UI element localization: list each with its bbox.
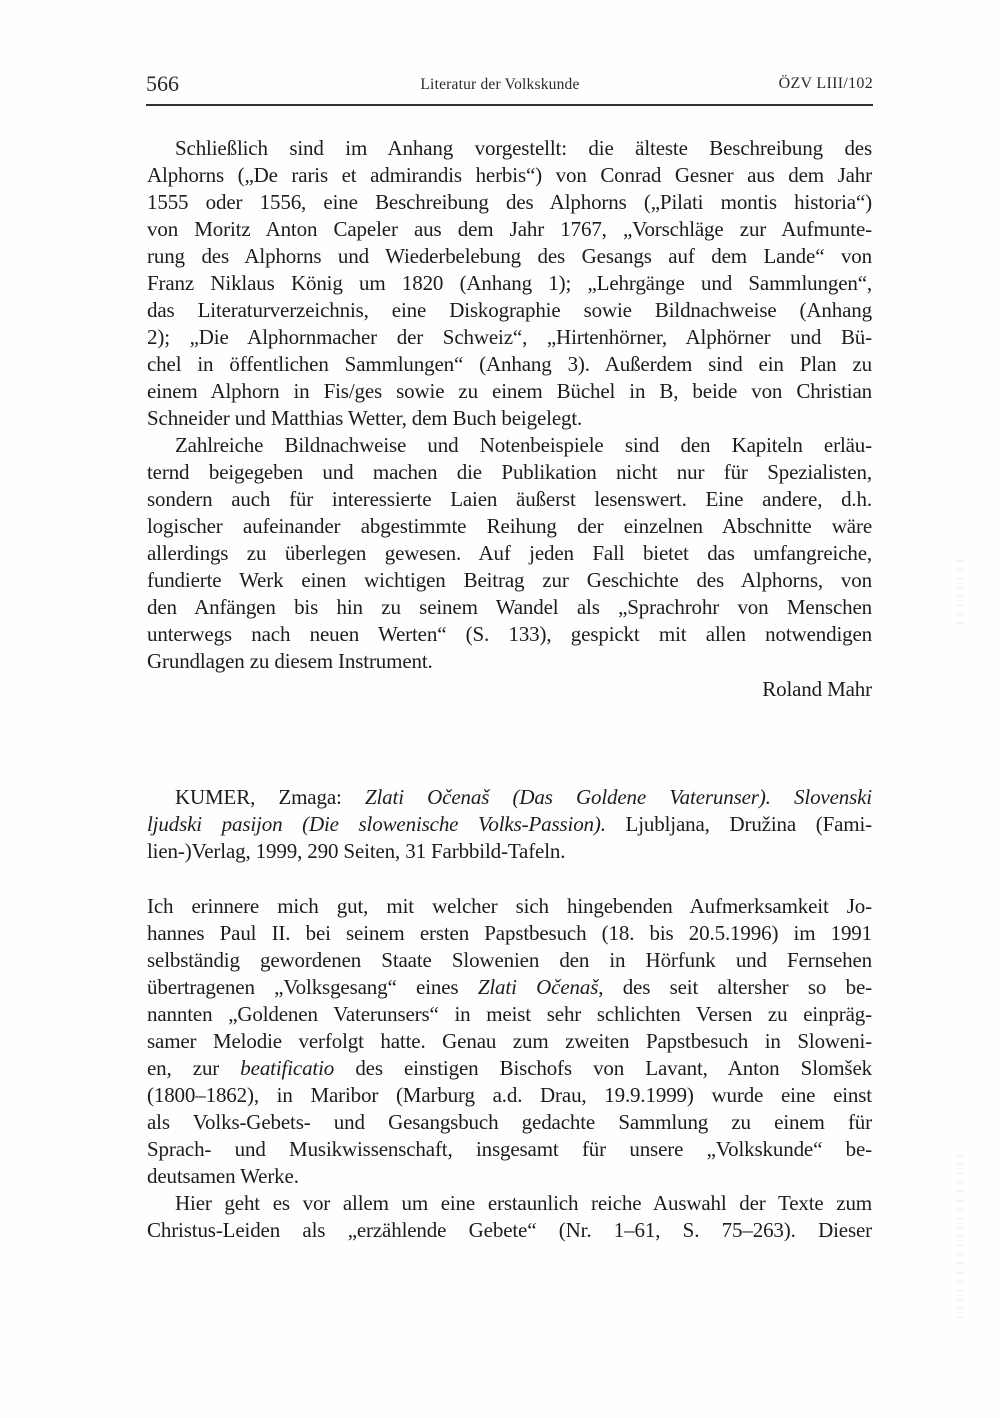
- text-line: allerdings zu überlegen gewesen. Auf jeden Fall bietet das umfangreiche,: [147, 541, 872, 565]
- citation-line: lien-)Verlag, 1999, 290 Seiten, 31 Farbbild-Tafeln.: [147, 839, 566, 863]
- text-line: Hier geht es vor allem um eine erstaunlich reiche Auswahl der Texte zum: [175, 1191, 872, 1215]
- text-line: chel in öffentlichen Sammlungen“ (Anhang 3). Außerdem sind ein Plan zu: [147, 352, 872, 376]
- italic-title: Zlati Očenaš: [477, 975, 599, 999]
- citation-title: Zlati Očenaš (Das Goldene Vaterunser). Slovenski: [364, 785, 872, 809]
- citation-author: KUMER, Zmaga:: [175, 785, 342, 809]
- text-line: Sprach- und Musikwissenschaft, insgesamt für unsere „Volkskunde“ be-: [147, 1137, 872, 1161]
- text-line: nannten „Goldenen Vaterunsers“ in meist sehr schlichten Versen zu einpräg-: [147, 1002, 872, 1026]
- text-line: einem Alphorn in Fis/ges sowie zu einem Büchel in B, beide von Christian: [147, 379, 872, 403]
- text-span: , des seit altersher so be-: [598, 975, 872, 999]
- citation-line: [175, 784, 872, 810]
- citation-subtitle: ljudski pasijon (Die slowenische Volks-Passion).: [147, 812, 606, 836]
- scan-artifact: [958, 560, 962, 630]
- text-line: das Literaturverzeichnis, eine Diskographie sowie Bildnachweise (Anhang: [147, 298, 872, 322]
- page-number: 566: [146, 71, 179, 96]
- review-author: Roland Mahr: [762, 677, 872, 701]
- text-line: logischer aufeinander abgestimmte Reihung der einzelnen Abschnitte wäre: [147, 514, 872, 538]
- text-line: den Anfängen bis hin zu seinem Wandel als „Sprachrohr von Menschen: [147, 595, 872, 619]
- text-span: des einstigen Bischofs von Lavant, Anton Slomšek: [355, 1056, 872, 1080]
- header-rule: [146, 104, 873, 106]
- text-line: Alphorns („De raris et admirandis herbis“) von Conrad Gesner aus dem Jahr: [147, 163, 872, 187]
- text-line: rung des Alphorns und Wiederbelebung des Gesangs auf dem Lande“ von: [147, 244, 872, 268]
- text-line: sondern auch für interessierte Laien äußerst lesenswert. Eine andere, d.h.: [147, 487, 872, 511]
- text-line: Schneider und Matthias Wetter, dem Buch beigelegt.: [147, 406, 583, 430]
- text-line: selbständig gewordenen Staate Slowenien den in Hörfunk und Fernsehen: [147, 948, 872, 972]
- text-line: [147, 1055, 872, 1081]
- text-line: [147, 974, 872, 1000]
- text-line: unterwegs nach neuen Werten“ (S. 133), gespickt mit allen notwendigen: [147, 622, 872, 646]
- citation-line: [147, 811, 872, 837]
- text-span: en, zur: [147, 1056, 220, 1080]
- text-line: Christus-Leiden als „erzählende Gebete“ (Nr. 1–61, S. 75–263). Dieser: [147, 1218, 872, 1242]
- italic-term: beatificatio: [240, 1056, 335, 1080]
- text-line: 2); „Die Alphornmacher der Schweiz“, „Hirtenhörner, Alphörner und Bü-: [147, 325, 872, 349]
- text-line: Grundlagen zu diesem Instrument.: [147, 649, 433, 673]
- text-line: ternd beigegeben und machen die Publikation nicht nur für Spezialisten,: [147, 460, 872, 484]
- text-line: hannes Paul II. bei seinem ersten Papstbesuch (18. bis 20.5.1996) im 1991: [147, 921, 872, 945]
- scan-artifact: [958, 1155, 962, 1325]
- text-line: Ich erinnere mich gut, mit welcher sich hingebenden Aufmerksamkeit Jo-: [147, 894, 872, 918]
- citation-publisher: Ljubljana, Družina (Fami-: [625, 812, 872, 836]
- text-line: Schließlich sind im Anhang vorgestellt: die älteste Beschreibung des: [175, 136, 872, 160]
- text-span: übertragenen „Volksgesang“ eines: [147, 975, 459, 999]
- text-line: deutsamen Werke.: [147, 1164, 299, 1188]
- text-line: von Moritz Anton Capeler aus dem Jahr 1767, „Vorschläge zur Aufmunte-: [147, 217, 872, 241]
- text-line: als Volks-Gebets- und Gesangsbuch gedachte Sammlung zu einem für: [147, 1110, 872, 1134]
- text-line: 1555 oder 1556, eine Beschreibung des Alphorns („Pilati montis historia“): [147, 190, 872, 214]
- text-line: Franz Niklaus König um 1820 (Anhang 1); „Lehrgänge und Sammlungen“,: [147, 271, 872, 295]
- text-line: fundierte Werk einen wichtigen Beitrag zur Geschichte des Alphorns, von: [147, 568, 872, 592]
- text-line: Zahlreiche Bildnachweise und Notenbeispiele sind den Kapiteln erläu-: [175, 433, 872, 457]
- text-line: samer Melodie verfolgt hatte. Genau zum zweiten Papstbesuch in Sloweni-: [147, 1029, 872, 1053]
- running-title: Literatur der Volkskunde: [420, 76, 580, 93]
- journal-reference: ÖZV LIII/102: [778, 75, 873, 92]
- text-line: (1800–1862), in Maribor (Marburg a.d. Drau, 19.9.1999) wurde eine einst: [147, 1083, 872, 1107]
